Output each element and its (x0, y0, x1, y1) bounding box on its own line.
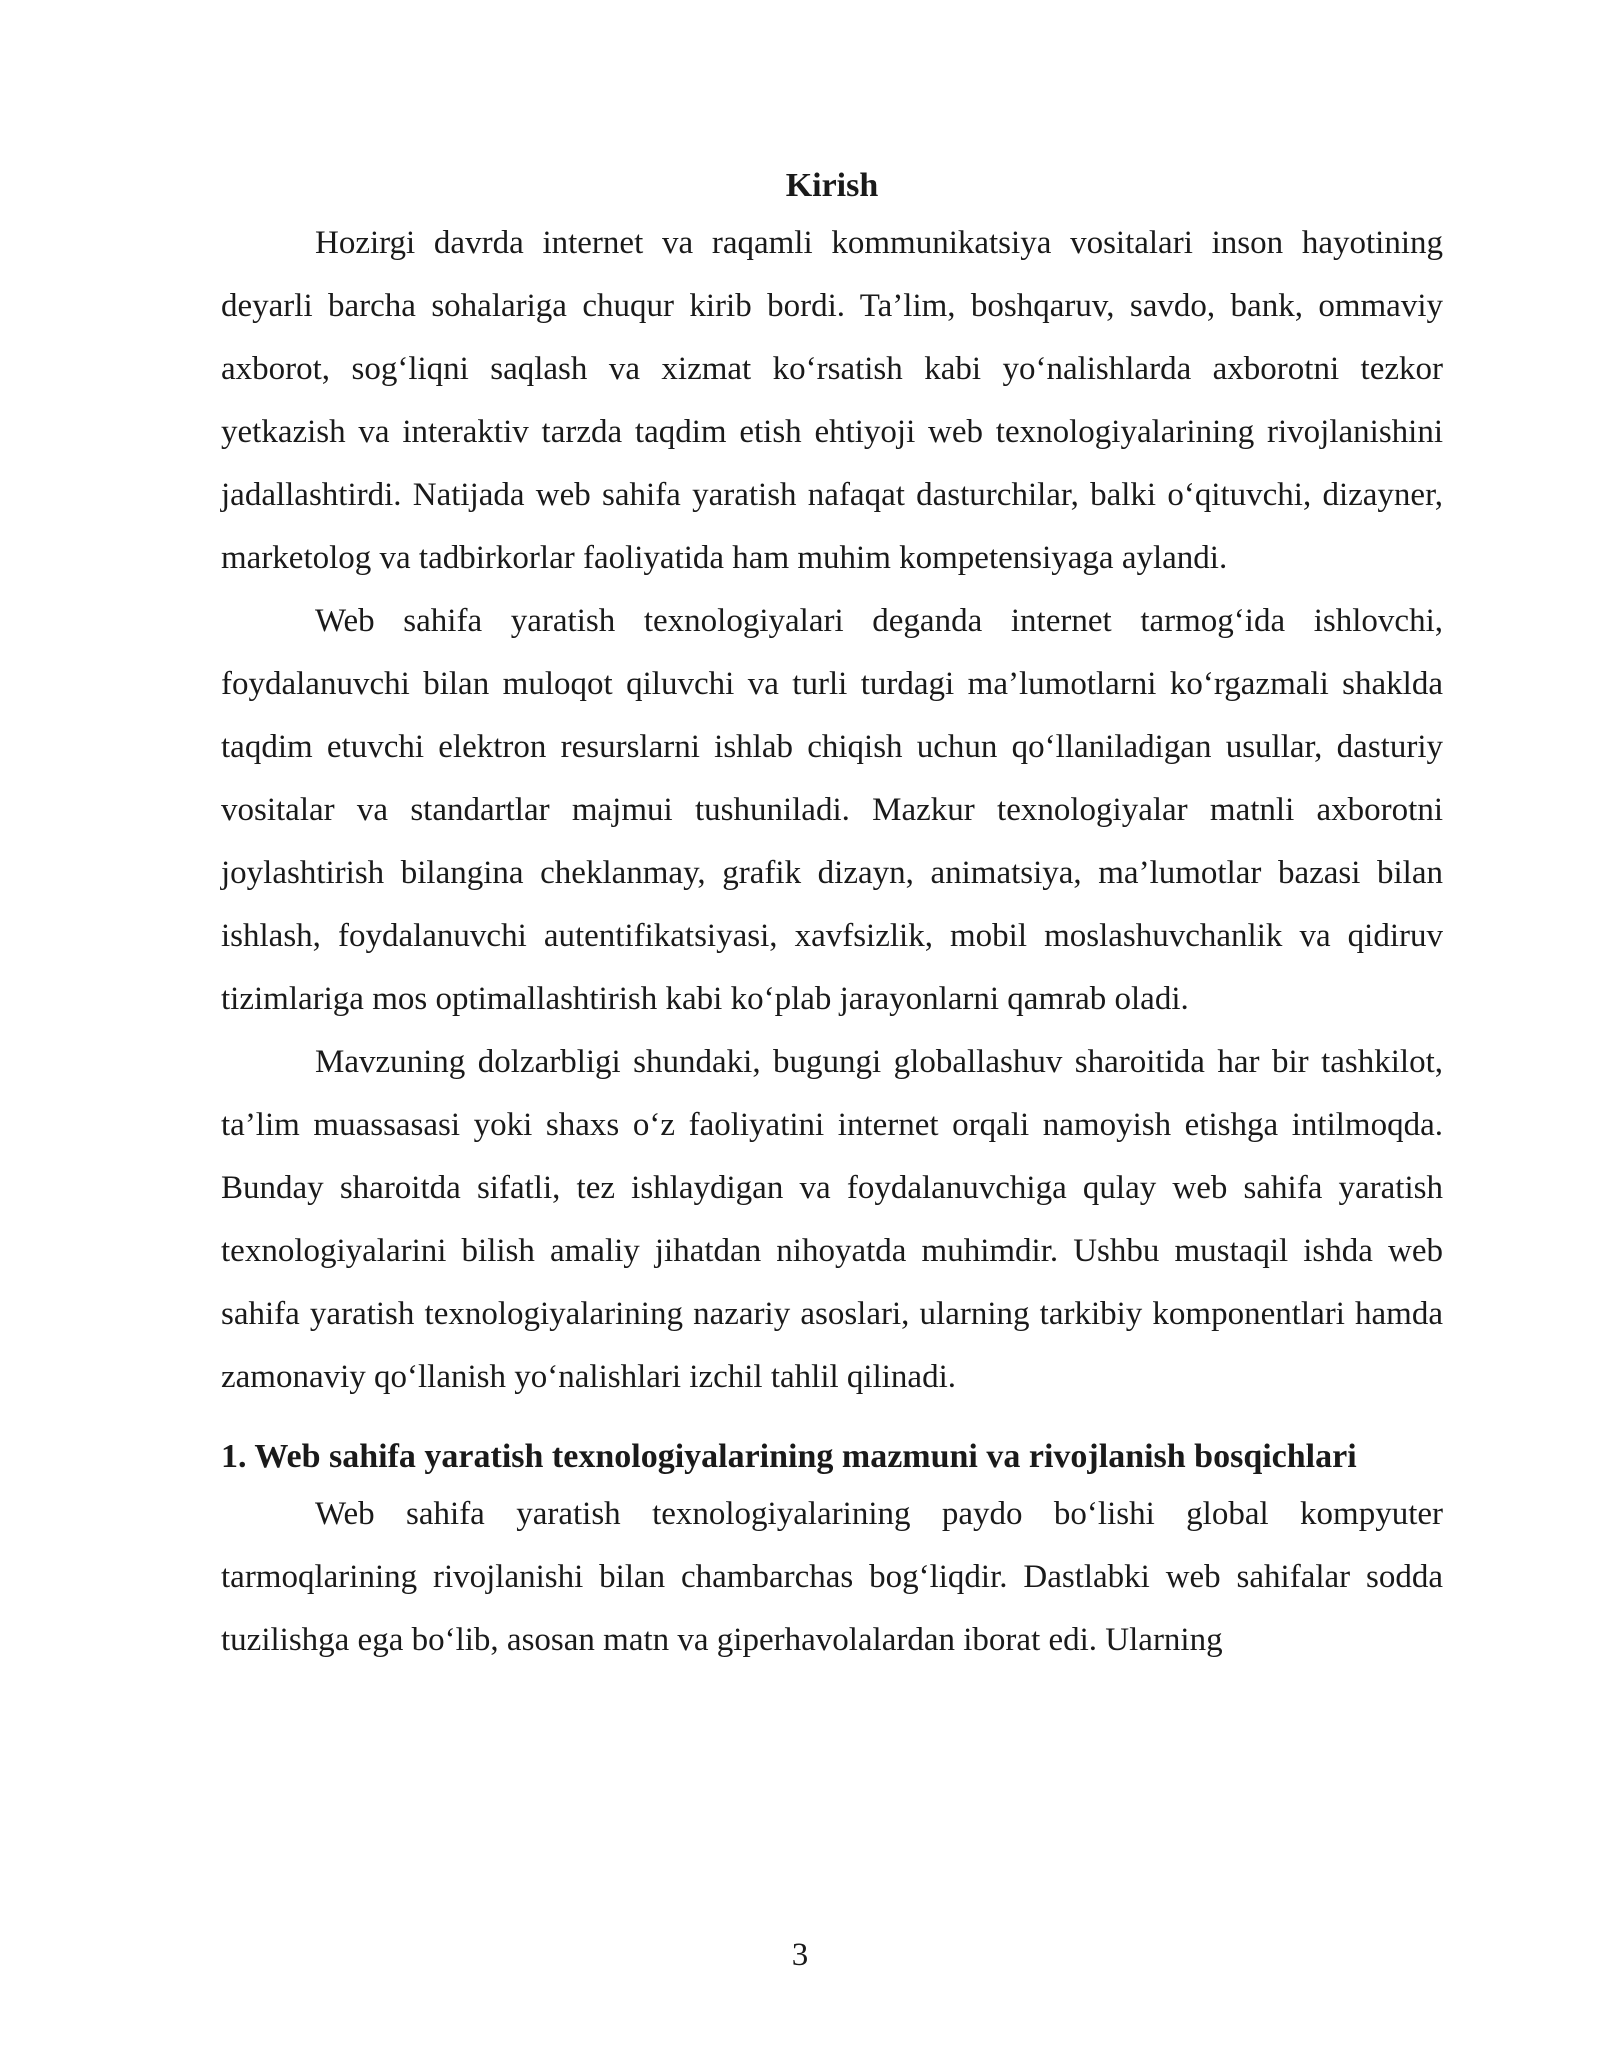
section-paragraph: Web sahifa yaratish texnologiyalarining paydo bo‘lishi global kompyuter tarmoqlarining rivojlanishi bilan chambarchas bog‘liqdir. Dastlabki web sahifalar sodda tuzilishga ega bo‘lib, asosan matn va giperhavolalardan iborat edi. Ularning (221, 1496, 1443, 1658)
paragraph-intro-1: Hozirgi davrda internet va raqamli kommunikatsiya vositalari inson hayotining deyarli barcha sohalariga chuqur kirib bordi. Ta’lim, boshqaruv, savdo, bank, ommaviy axborot, sog‘liqni saqlash va xizmat ko‘rsatish kabi yo‘nalishlarda axborotni tezkor yetkazish va interaktiv tarzda taqdim etish ehtiyoji web texnologiyalarining rivojlanishini jadallashtirdi. Natijada web sahifa yaratish nafaqat dasturchilar, balki o‘qituvchi, dizayner, marketolog va tadbirkorlar faoliyatida ham muhim kompetensiyaga aylandi. (221, 225, 1443, 576)
document-page (221, 160, 1443, 1672)
paragraph-intro-2: Web sahifa yaratish texnologiyalari deganda internet tarmog‘ida ishlovchi, foydalanuvchi bilan muloqot qiluvchi va turli turdagi ma’lumotlarni ko‘rgazmali shaklda taqdim etuvchi elektron resurslarni ishlab chiqish uchun qo‘llaniladigan usullar, dasturiy vositalar va standartlar majmui tushuniladi. Mazkur texnologiyalar matnli axborotni joylashtirish bilangina cheklanmay, grafik dizayn, animatsiya, ma’lumotlar bazasi bilan ishlash, foydalanuvchi autentifikatsiyasi, xavfsizlik, mobil moslashuvchanlik va qidiruv tizimlariga mos optimallashtirish kabi ko‘plab jarayonlarni qamrab oladi. (221, 603, 1443, 1017)
section-heading: 1. Web sahifa yaratish texnologiyalarining mazmuni va rivojlanish bosqichlari (221, 1438, 1357, 1475)
page-title: Kirish (785, 167, 879, 204)
page-number: 3 (791, 1937, 809, 1973)
paragraph-intro-3: Mavzuning dolzarbligi shundaki, bugungi globallashuv sharoitida har bir tashkilot, ta’lim muassasasi yoki shaxs o‘z faoliyatini internet orqali namoyish etishga intilmoqda. Bunday sharoitda sifatli, tez ishlaydigan va foydalanuvchiga qulay web sahifa yaratish texnologiyalarini bilish amaliy jihatdan nihoyatda muhimdir. Ushbu mustaqil ishda web sahifa yaratish texnologiyalarining nazariy asoslari, ularning tarkibiy komponentlari hamda zamonaviy qo‘llanish yo‘nalishlari izchil tahlil qilinadi. (221, 1044, 1443, 1395)
